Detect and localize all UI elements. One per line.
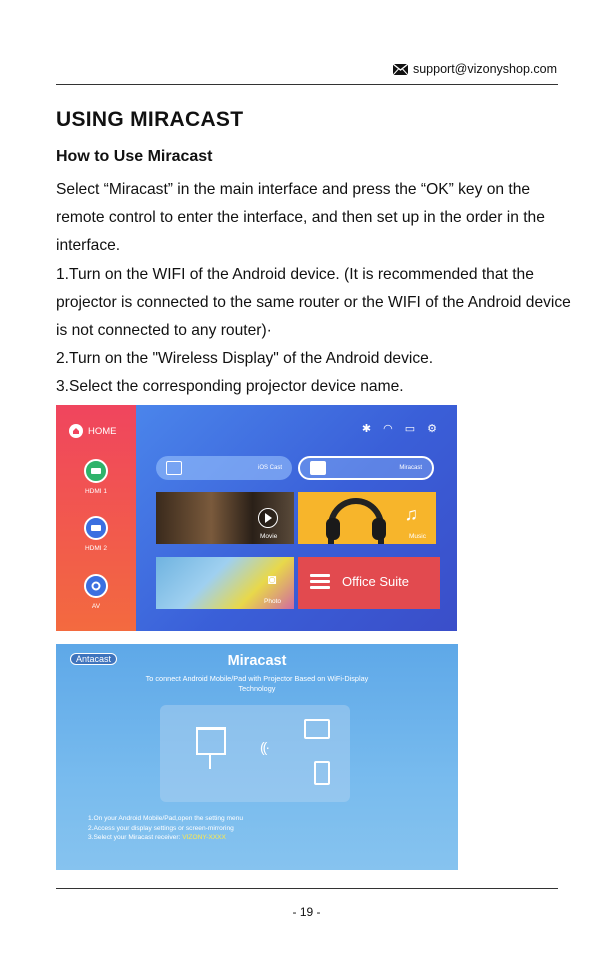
settings-icon: ⚙ [427, 423, 437, 435]
step-1-text: 1.Turn on the WIFI of the Android device. (It is recommended that the projector is connected to the same router or the WIFI of the Android device is not connected to any router)· [56, 265, 571, 340]
step-3-prefix: 3.Select your Miracast receiver: [88, 834, 181, 841]
miracast-steps [88, 814, 243, 843]
miracast-step-3 [88, 833, 243, 843]
home-label: HOME [88, 425, 117, 437]
phone-icon [314, 761, 330, 785]
movie-label: Movie [260, 533, 278, 540]
office-icon [310, 574, 330, 592]
office-label: Office Suite [342, 574, 409, 589]
photo-tile [156, 557, 294, 609]
page-number: - 19 - [292, 905, 321, 919]
miracast-title: Miracast [227, 653, 287, 669]
step-2-text: 2.Turn on the "Wireless Display" of the Android device. [56, 350, 434, 368]
hdmi1-label: HDMI 1 [84, 488, 108, 495]
av-icon [84, 574, 108, 598]
home-icon [69, 424, 83, 438]
input-hdmi2 [56, 516, 136, 552]
music-note-icon: ♫ [404, 504, 418, 524]
office-tile [298, 557, 440, 609]
cast-icon [166, 461, 182, 475]
brand-logo: Antacast [70, 653, 117, 665]
play-icon [258, 508, 278, 528]
miracast-tile [298, 456, 434, 480]
cast-icon [310, 461, 326, 475]
input-hdmi1 [56, 459, 136, 495]
subtitle-line-2: Technology [238, 683, 276, 693]
ios-cast-label: iOS Cast [257, 465, 282, 471]
battery-icon: ▭ [404, 423, 416, 435]
input-sidebar [56, 405, 136, 631]
ios-cast-tile [156, 456, 292, 480]
miracast-step-1: 1.On your Android Mobile/Pad,open the setting menu [88, 815, 244, 822]
wifi-icon: ◠ [383, 423, 393, 435]
tablet-icon [304, 719, 330, 739]
step-3-text: 3.Select the corresponding projector device name. [56, 378, 404, 396]
headphone-cup [372, 518, 386, 540]
device-name: VIZONY-XXXX [182, 834, 226, 841]
hdmi-icon [84, 516, 108, 540]
music-label: Music [409, 533, 426, 540]
support-email [393, 62, 557, 76]
connection-illustration [160, 705, 350, 802]
footer-rule [56, 888, 558, 889]
home-screen-image [56, 405, 457, 631]
hdmi-icon [84, 459, 108, 483]
intro-paragraph: Select “Miracast” in the main interface and press the “OK” key on the remote control to enter the interface, and then set up in the order in the interface. [56, 181, 545, 255]
instructions [56, 176, 576, 402]
projector-stand [209, 755, 211, 769]
input-av [56, 574, 136, 610]
wireless-signal-icon: ((· [260, 739, 268, 755]
status-icons [362, 422, 437, 435]
header-rule [56, 84, 558, 85]
photo-label: Photo [264, 598, 281, 605]
section-subtitle: How to Use Miracast [56, 148, 213, 165]
home-button [69, 424, 117, 438]
miracast-screen-image [56, 644, 458, 870]
subtitle-line-1: To connect Android Mobile/Pad with Projector Based on WiFi-Display [145, 674, 369, 683]
camera-icon: ◙ [268, 571, 277, 587]
miracast-step-2: 2.Access your display settings or screen-mirroring [88, 824, 234, 832]
page-title: USING MIRACAST [56, 108, 244, 131]
bluetooth-icon: ✱ [361, 423, 372, 435]
email-text: support@vizonyshop.com [412, 62, 557, 76]
music-tile [298, 492, 436, 544]
envelope-icon [393, 64, 408, 75]
miracast-subtitle [56, 674, 458, 693]
movie-tile [156, 492, 294, 544]
miracast-label: Miracast [399, 465, 422, 471]
headphone-cup [326, 518, 340, 540]
hdmi2-label: HDMI 2 [84, 545, 108, 552]
av-label: AV [91, 603, 101, 610]
projector-screen-icon [196, 727, 226, 755]
